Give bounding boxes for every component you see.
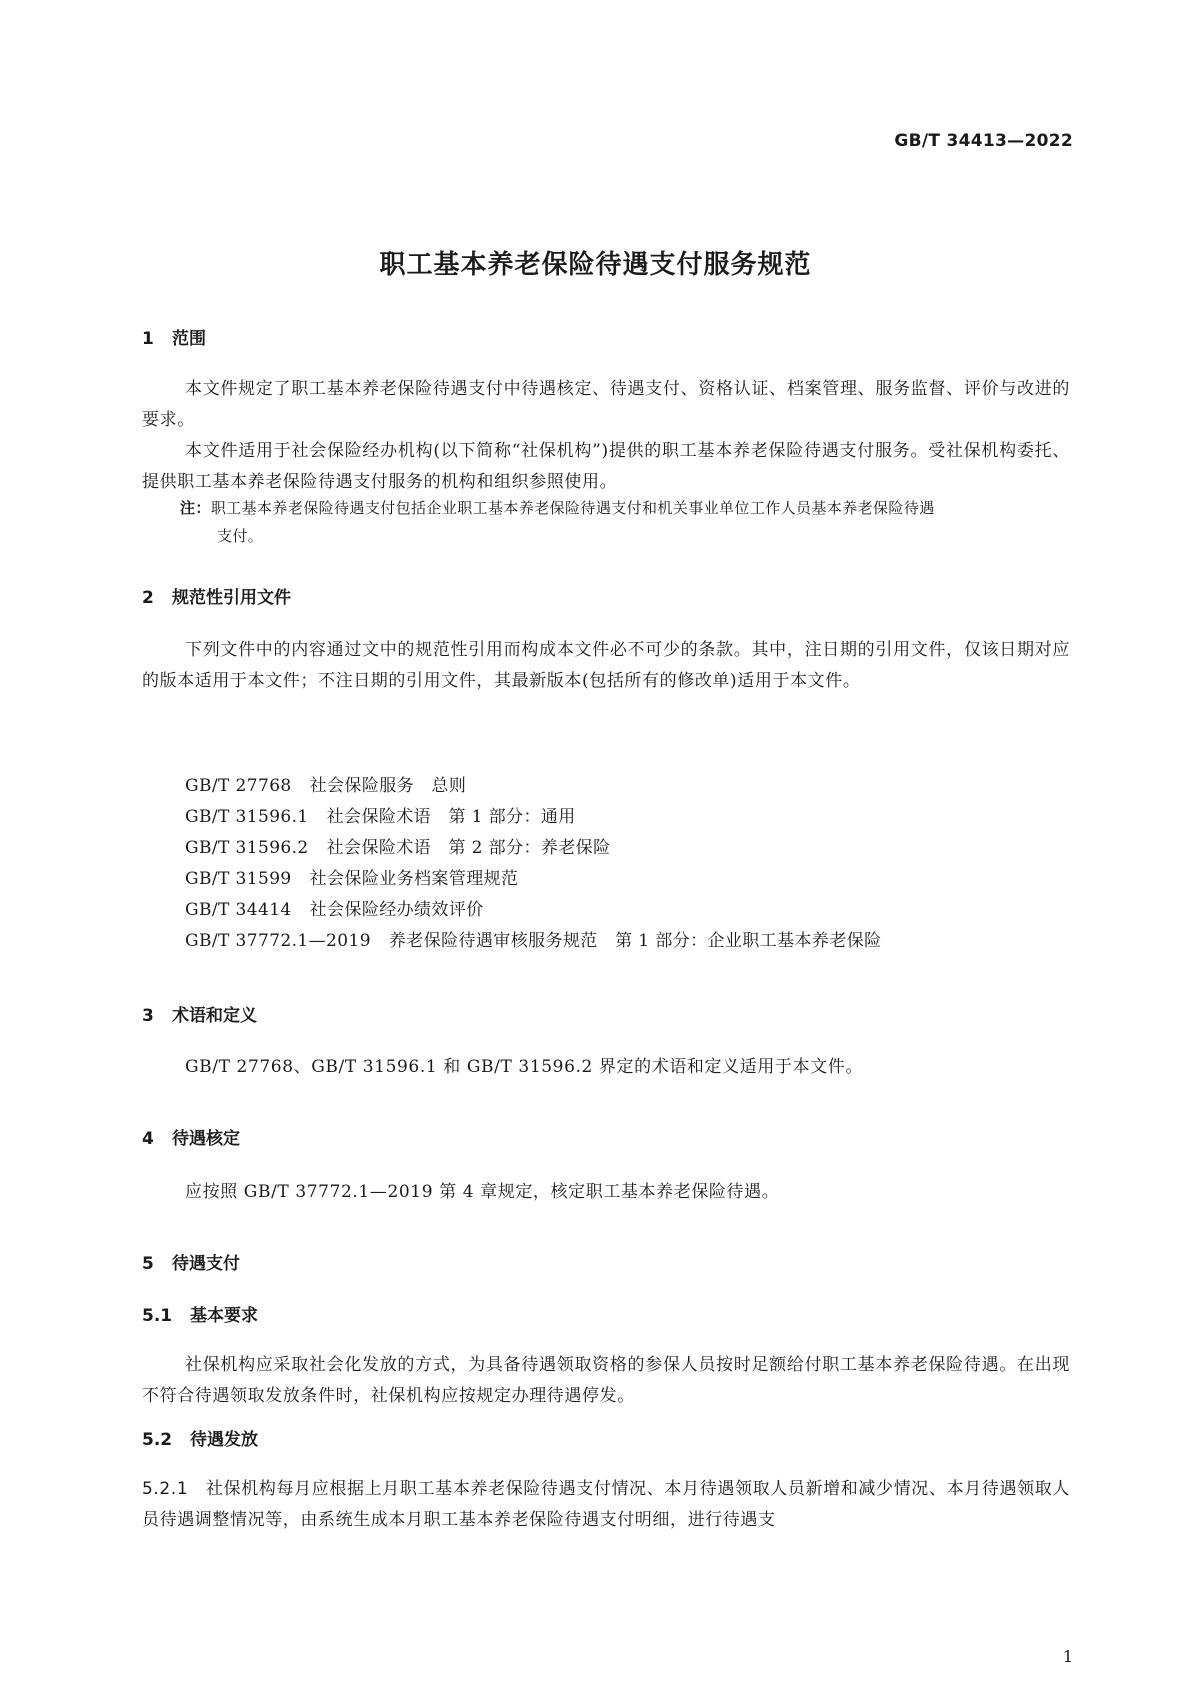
standard-code: GB/T 34413—2022 — [894, 131, 1073, 151]
note-line-1: 职工基本养老保险待遇支付包括企业职工基本养老保险待遇支付和机关事业单位工作人员基本养老保险待遇 — [210, 499, 935, 517]
section-2-paragraph-1: 下列文件中的内容通过文中的规范性引用而构成本文件必不可少的条款。其中，注日期的引用文件，仅该日期对应的版本适用于本文件；不注日期的引用文件，其最新版本(包括所有的修改单)适用于本文件。 — [142, 640, 1070, 691]
section-5-1-number: 5.1 — [142, 1306, 173, 1326]
section-4-heading — [142, 1124, 240, 1149]
reference-item — [185, 771, 882, 802]
reference-item — [185, 802, 882, 833]
section-1-note — [180, 494, 1070, 550]
section-3-heading — [142, 1001, 257, 1026]
section-5-1-paragraph-1: 社保机构应采取社会化发放的方式，为具备待遇领取资格的参保人员按时足额给付职工基本养老保险待遇。在出现不符合待遇领取发放条件时，社保机构应按规定办理待遇停发。 — [142, 1355, 1070, 1406]
section-2-title: 规范性引用文件 — [172, 588, 291, 608]
section-3-paragraph-1: GB/T 27768、GB/T 31596.1 和 GB/T 31596.2 界定的术语和定义适用于本文件。 — [185, 1057, 863, 1077]
section-5-2-title: 待遇发放 — [190, 1430, 258, 1450]
section-5-title: 待遇支付 — [172, 1254, 240, 1274]
note-line-2: 支付。 — [217, 527, 264, 545]
section-1-paragraph-1: 本文件规定了职工基本养老保险待遇支付中待遇核定、待遇支付、资格认证、档案管理、服务监督、评价与改进的要求。 — [142, 379, 1070, 430]
reference-title: 社会保险服务 总则 — [309, 776, 467, 796]
reference-title: 社会保险经办绩效评价 — [309, 900, 484, 920]
section-5-1-heading — [142, 1301, 258, 1326]
clause-5-2-1 — [142, 1474, 1070, 1536]
note-label: 注： — [180, 499, 211, 517]
reference-code: GB/T 31596.2 — [185, 838, 309, 858]
section-1-title: 范围 — [172, 329, 206, 349]
reference-title: 社会保险术语 第 2 部分：养老保险 — [326, 838, 611, 858]
reference-code: GB/T 34414 — [185, 900, 292, 920]
reference-title: 养老保险待遇审核服务规范 第 1 部分：企业职工基本养老保险 — [388, 931, 882, 951]
reference-code: GB/T 27768 — [185, 776, 292, 796]
section-4-number: 4 — [142, 1129, 154, 1149]
section-4-paragraph-1: 应按照 GB/T 37772.1—2019 第 4 章规定，核定职工基本养老保险待遇。 — [185, 1182, 780, 1202]
section-4-title: 待遇核定 — [172, 1129, 240, 1149]
clause-5-2-1-number: 5.2.1 — [142, 1479, 189, 1499]
section-2-heading — [142, 583, 291, 608]
reference-title: 社会保险术语 第 1 部分：通用 — [326, 807, 576, 827]
section-3-number: 3 — [142, 1006, 154, 1026]
reference-code: GB/T 31596.1 — [185, 807, 309, 827]
section-5-2-number: 5.2 — [142, 1430, 173, 1450]
section-5-1-title: 基本要求 — [190, 1306, 258, 1326]
reference-item — [185, 895, 882, 926]
section-5-2-heading — [142, 1425, 258, 1450]
reference-item — [185, 926, 882, 957]
normative-reference-list — [185, 771, 882, 957]
page-number: 1 — [1062, 1647, 1073, 1666]
section-1-number: 1 — [142, 329, 154, 349]
clause-5-2-1-text: 社保机构每月应根据上月职工基本养老保险待遇支付情况、本月待遇领取人员新增和减少情况、本月待遇领取人员待遇调整情况等，由系统生成本月职工基本养老保险待遇支付明细，进行待遇支 — [142, 1479, 1070, 1530]
reference-code: GB/T 31599 — [185, 869, 292, 889]
section-1-paragraph-2: 本文件适用于社会保险经办机构(以下简称“社保机构”)提供的职工基本养老保险待遇支付服务。受社保机构委托、提供职工基本养老保险待遇支付服务的机构和组织参照使用。 — [142, 441, 1071, 492]
section-3-title: 术语和定义 — [172, 1006, 257, 1026]
section-1-heading — [142, 324, 206, 349]
section-2-number: 2 — [142, 588, 154, 608]
reference-code: GB/T 37772.1—2019 — [185, 931, 371, 951]
section-5-number: 5 — [142, 1254, 154, 1274]
document-title: 职工基本养老保险待遇支付服务规范 — [379, 250, 812, 280]
section-5-heading — [142, 1249, 240, 1274]
reference-title: 社会保险业务档案管理规范 — [309, 869, 519, 889]
reference-item — [185, 833, 882, 864]
reference-item — [185, 864, 882, 895]
